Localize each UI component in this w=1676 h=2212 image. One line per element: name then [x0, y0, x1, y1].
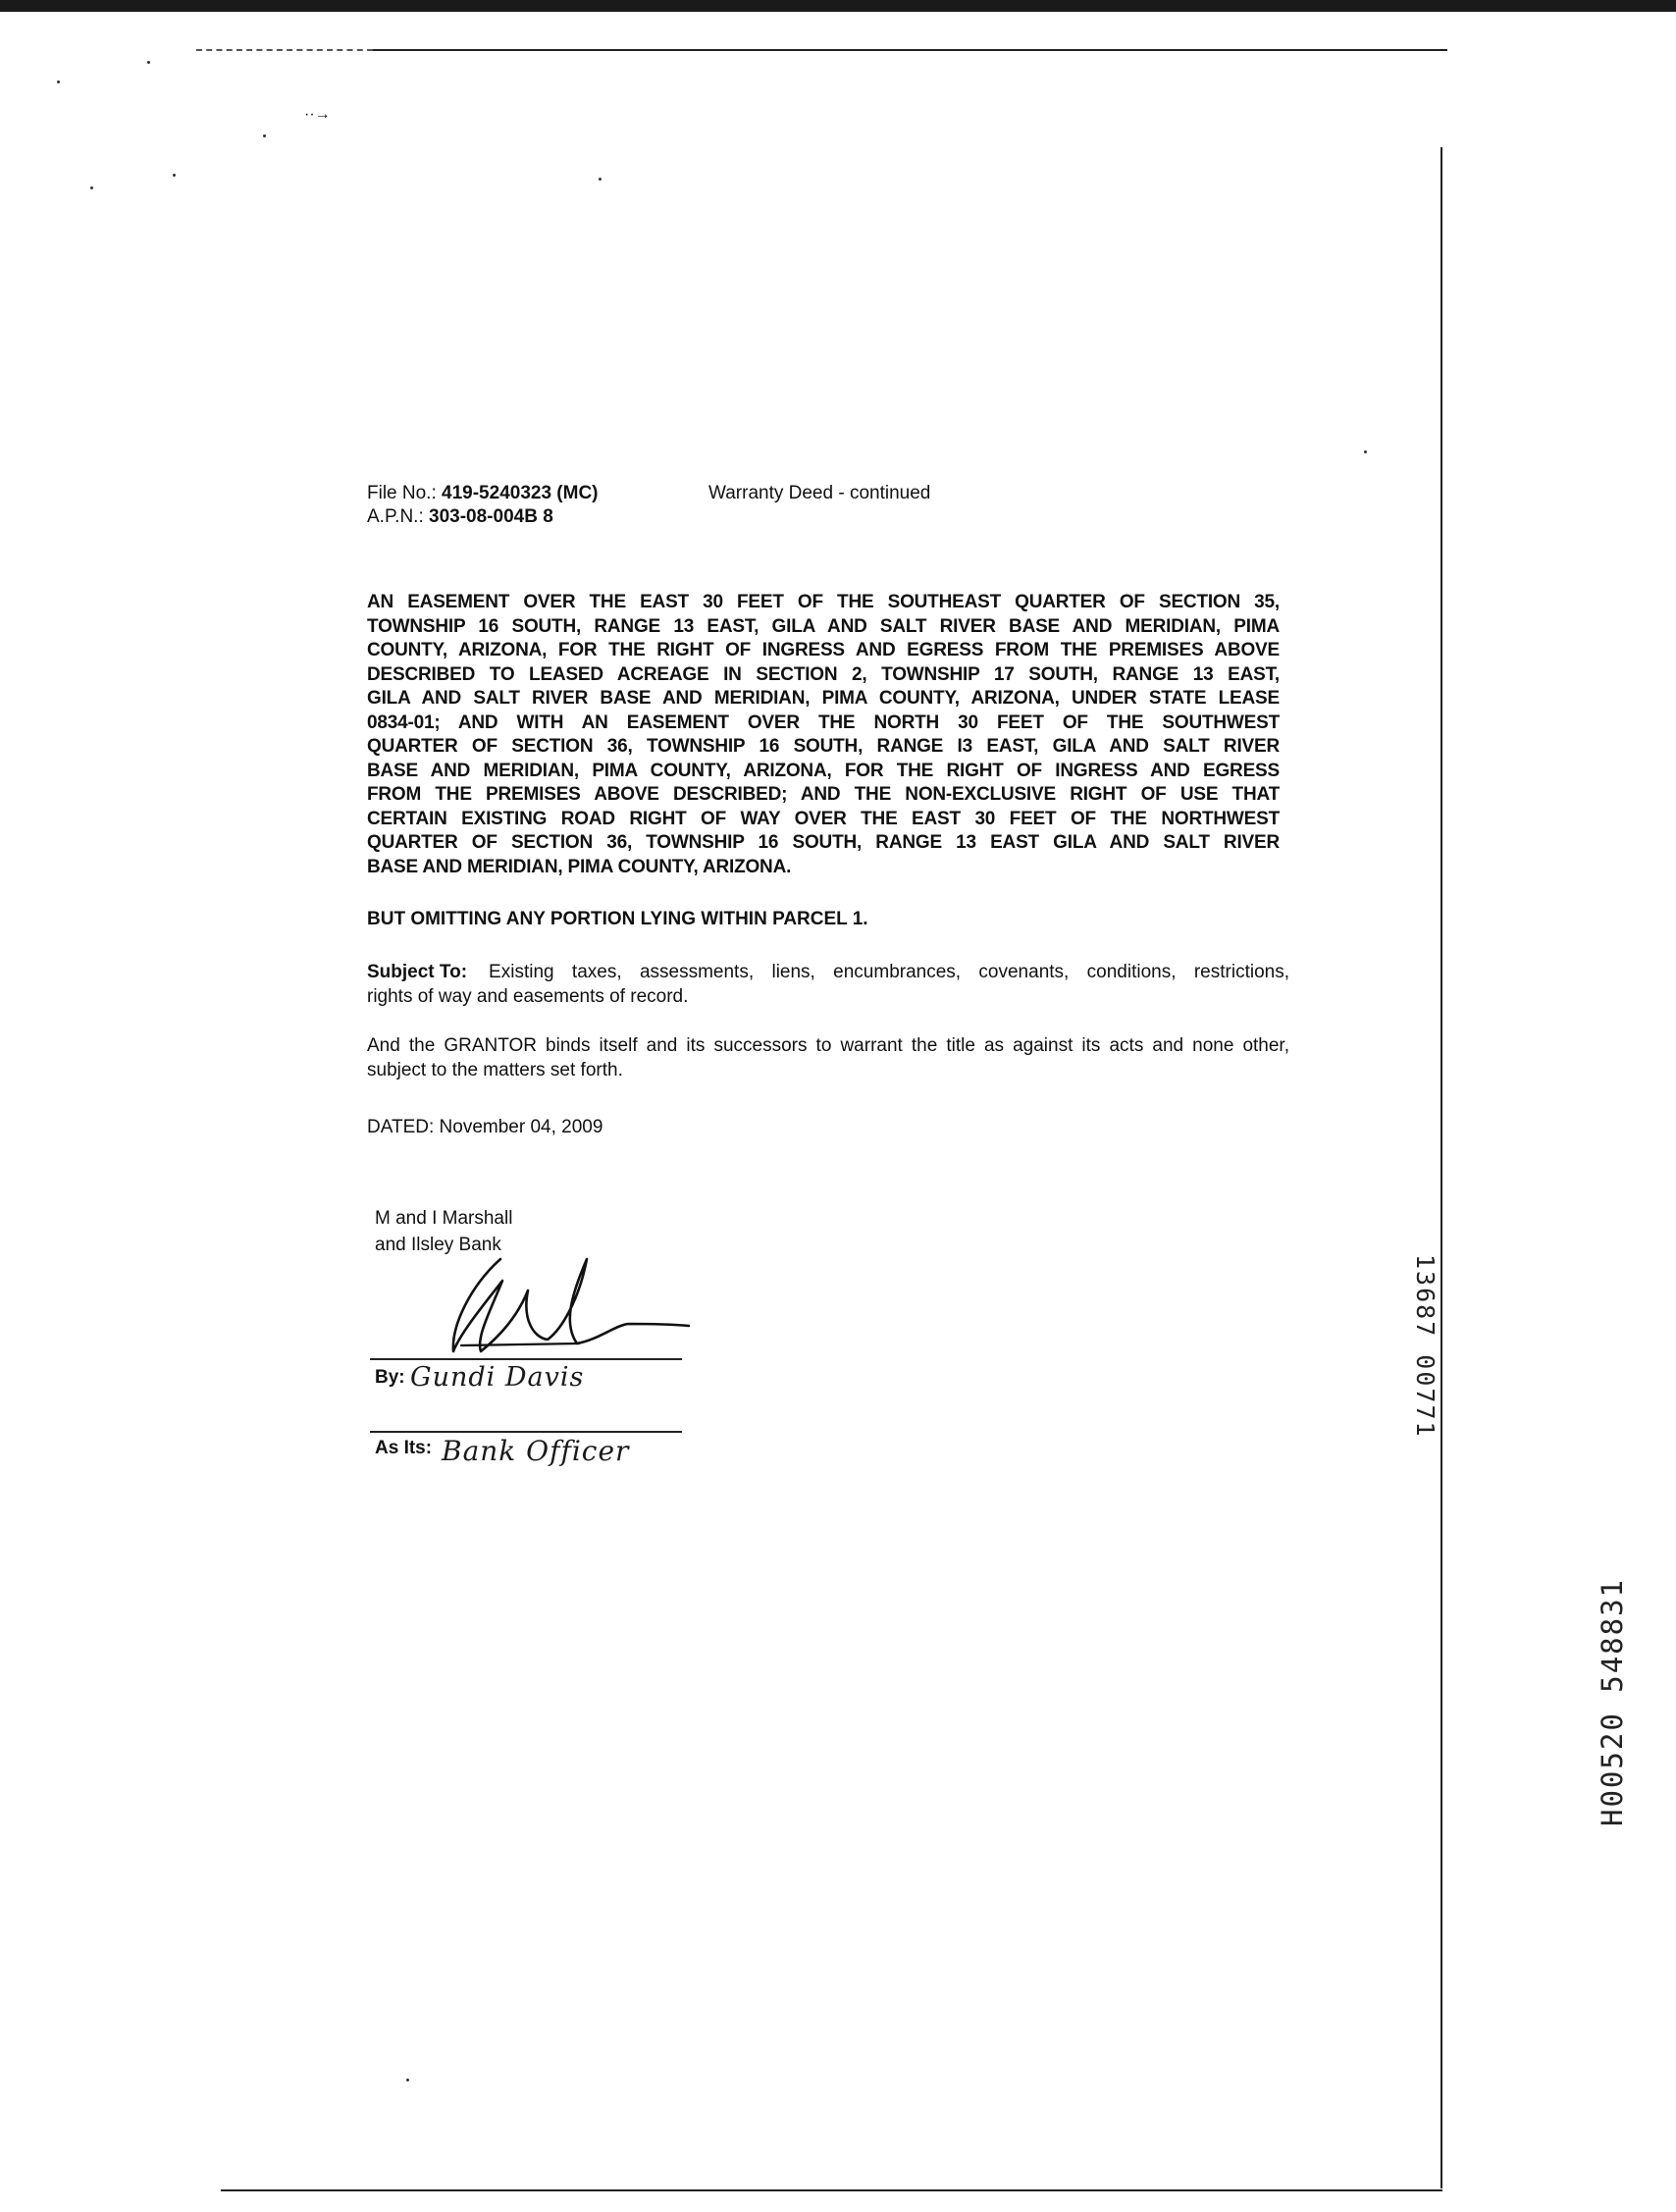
- grantor-line2: subject to the matters set forth.: [367, 1060, 623, 1080]
- legal-line: BASE AND MERIDIAN, PIMA COUNTY, ARIZONA.: [367, 856, 792, 877]
- by-row: [375, 1364, 405, 1391]
- by-signature-line: [370, 1358, 682, 1360]
- apn-label: A.P.N.:: [367, 506, 424, 527]
- grantor-line1: And the GRANTOR binds itself and its successors to warrant the title as against its acts and none other,: [367, 1035, 1289, 1056]
- file-number: [367, 481, 599, 506]
- scan-speck: [173, 174, 176, 177]
- scan-speck: [57, 80, 60, 83]
- legal-line: QUARTER OF SECTION 36, TOWNSHIP 16 SOUTH, RANGE 13 EAST GILA AND SALT RIVER: [367, 832, 1280, 853]
- apn-number: [367, 504, 553, 530]
- as-its-signature-line: [370, 1431, 682, 1433]
- legal-line: 0834-01; AND WITH AN EASEMENT OVER THE NORTH 30 FEET OF THE SOUTHWEST: [367, 711, 1280, 733]
- scan-speck: [263, 134, 266, 137]
- legal-line: TOWNSHIP 16 SOUTH, RANGE 13 EAST, GILA AND SALT RIVER BASE AND MERIDIAN, PIMA: [367, 615, 1280, 637]
- legal-line: COUNTY, ARIZONA, FOR THE RIGHT OF INGRESS AND EGRESS FROM THE PREMISES ABOVE: [367, 640, 1280, 660]
- arrow-mark: ··→: [304, 106, 331, 123]
- as-its-handwritten: Bank Officer: [442, 1435, 630, 1467]
- scan-speck: [406, 2079, 409, 2081]
- subject-to-clause: [367, 960, 1289, 1009]
- document-title: Warranty Deed - continued: [708, 483, 931, 503]
- signature-scribble: [432, 1241, 697, 1369]
- legal-line: FROM THE PREMISES ABOVE DESCRIBED; AND THE NON-EXCLUSIVE RIGHT OF USE THAT: [367, 784, 1280, 805]
- legal-line: DESCRIBED TO LEASED ACREAGE IN SECTION 2, TOWNSHIP 17 SOUTH, RANGE 13 EAST,: [367, 663, 1280, 685]
- recording-number-outer: H00520 548831: [1596, 1578, 1629, 1826]
- recording-number-inner: 13687 00771: [1411, 1254, 1440, 1439]
- by-label: By:: [375, 1367, 405, 1388]
- scan-speck: [1364, 450, 1367, 453]
- legal-line: AN EASEMENT OVER THE EAST 30 FEET OF THE SOUTHEAST QUARTER OF SECTION 35,: [367, 592, 1280, 612]
- file-number-label: File No.:: [367, 483, 437, 503]
- as-its-label: As Its:: [375, 1438, 433, 1458]
- dated-line: DATED: November 04, 2009: [367, 1117, 603, 1137]
- scan-speck: [599, 178, 602, 181]
- scan-speck: [147, 61, 150, 64]
- legal-line: BASE AND MERIDIAN, PIMA COUNTY, ARIZONA, FOR THE RIGHT OF INGRESS AND EGRESS: [367, 760, 1280, 781]
- file-number-value: 419-5240323 (MC): [442, 483, 599, 503]
- signatory-org-line1: M and I Marshall: [375, 1208, 513, 1229]
- omitting-clause: BUT OMITTING ANY PORTION LYING WITHIN PARCEL 1.: [367, 909, 868, 929]
- as-its-row: [375, 1435, 432, 1461]
- subject-to-line1: Existing taxes, assessments, liens, encumbrances, covenants, conditions, restrictions,: [489, 962, 1289, 982]
- legal-line: QUARTER OF SECTION 36, TOWNSHIP 16 SOUTH, RANGE I3 EAST, GILA AND SALT RIVER: [367, 736, 1280, 757]
- legal-line: CERTAIN EXISTING ROAD RIGHT OF WAY OVER THE EAST 30 FEET OF THE NORTHWEST: [367, 808, 1280, 829]
- grantor-clause: [367, 1033, 1289, 1082]
- scan-top-border: [0, 0, 1676, 12]
- signatory-org-line2: and Ilsley Bank: [375, 1235, 501, 1255]
- subject-to-label: Subject To:: [367, 962, 468, 982]
- apn-value: 303-08-004B 8: [429, 506, 553, 527]
- scan-bottom-rule: [221, 2189, 1442, 2191]
- by-name-handwritten: Gundi Davis: [410, 1362, 585, 1393]
- legal-description: [367, 591, 1280, 879]
- scan-top-rule: [373, 49, 1447, 51]
- scan-top-dashed-rule: [196, 49, 373, 51]
- scan-speck: [90, 186, 93, 189]
- legal-line: GILA AND SALT RIVER BASE AND MERIDIAN, PIMA COUNTY, ARIZONA, UNDER STATE LEASE: [367, 688, 1280, 709]
- subject-to-line2: rights of way and easements of record.: [367, 986, 689, 1007]
- scan-right-rule: [1440, 147, 1442, 2188]
